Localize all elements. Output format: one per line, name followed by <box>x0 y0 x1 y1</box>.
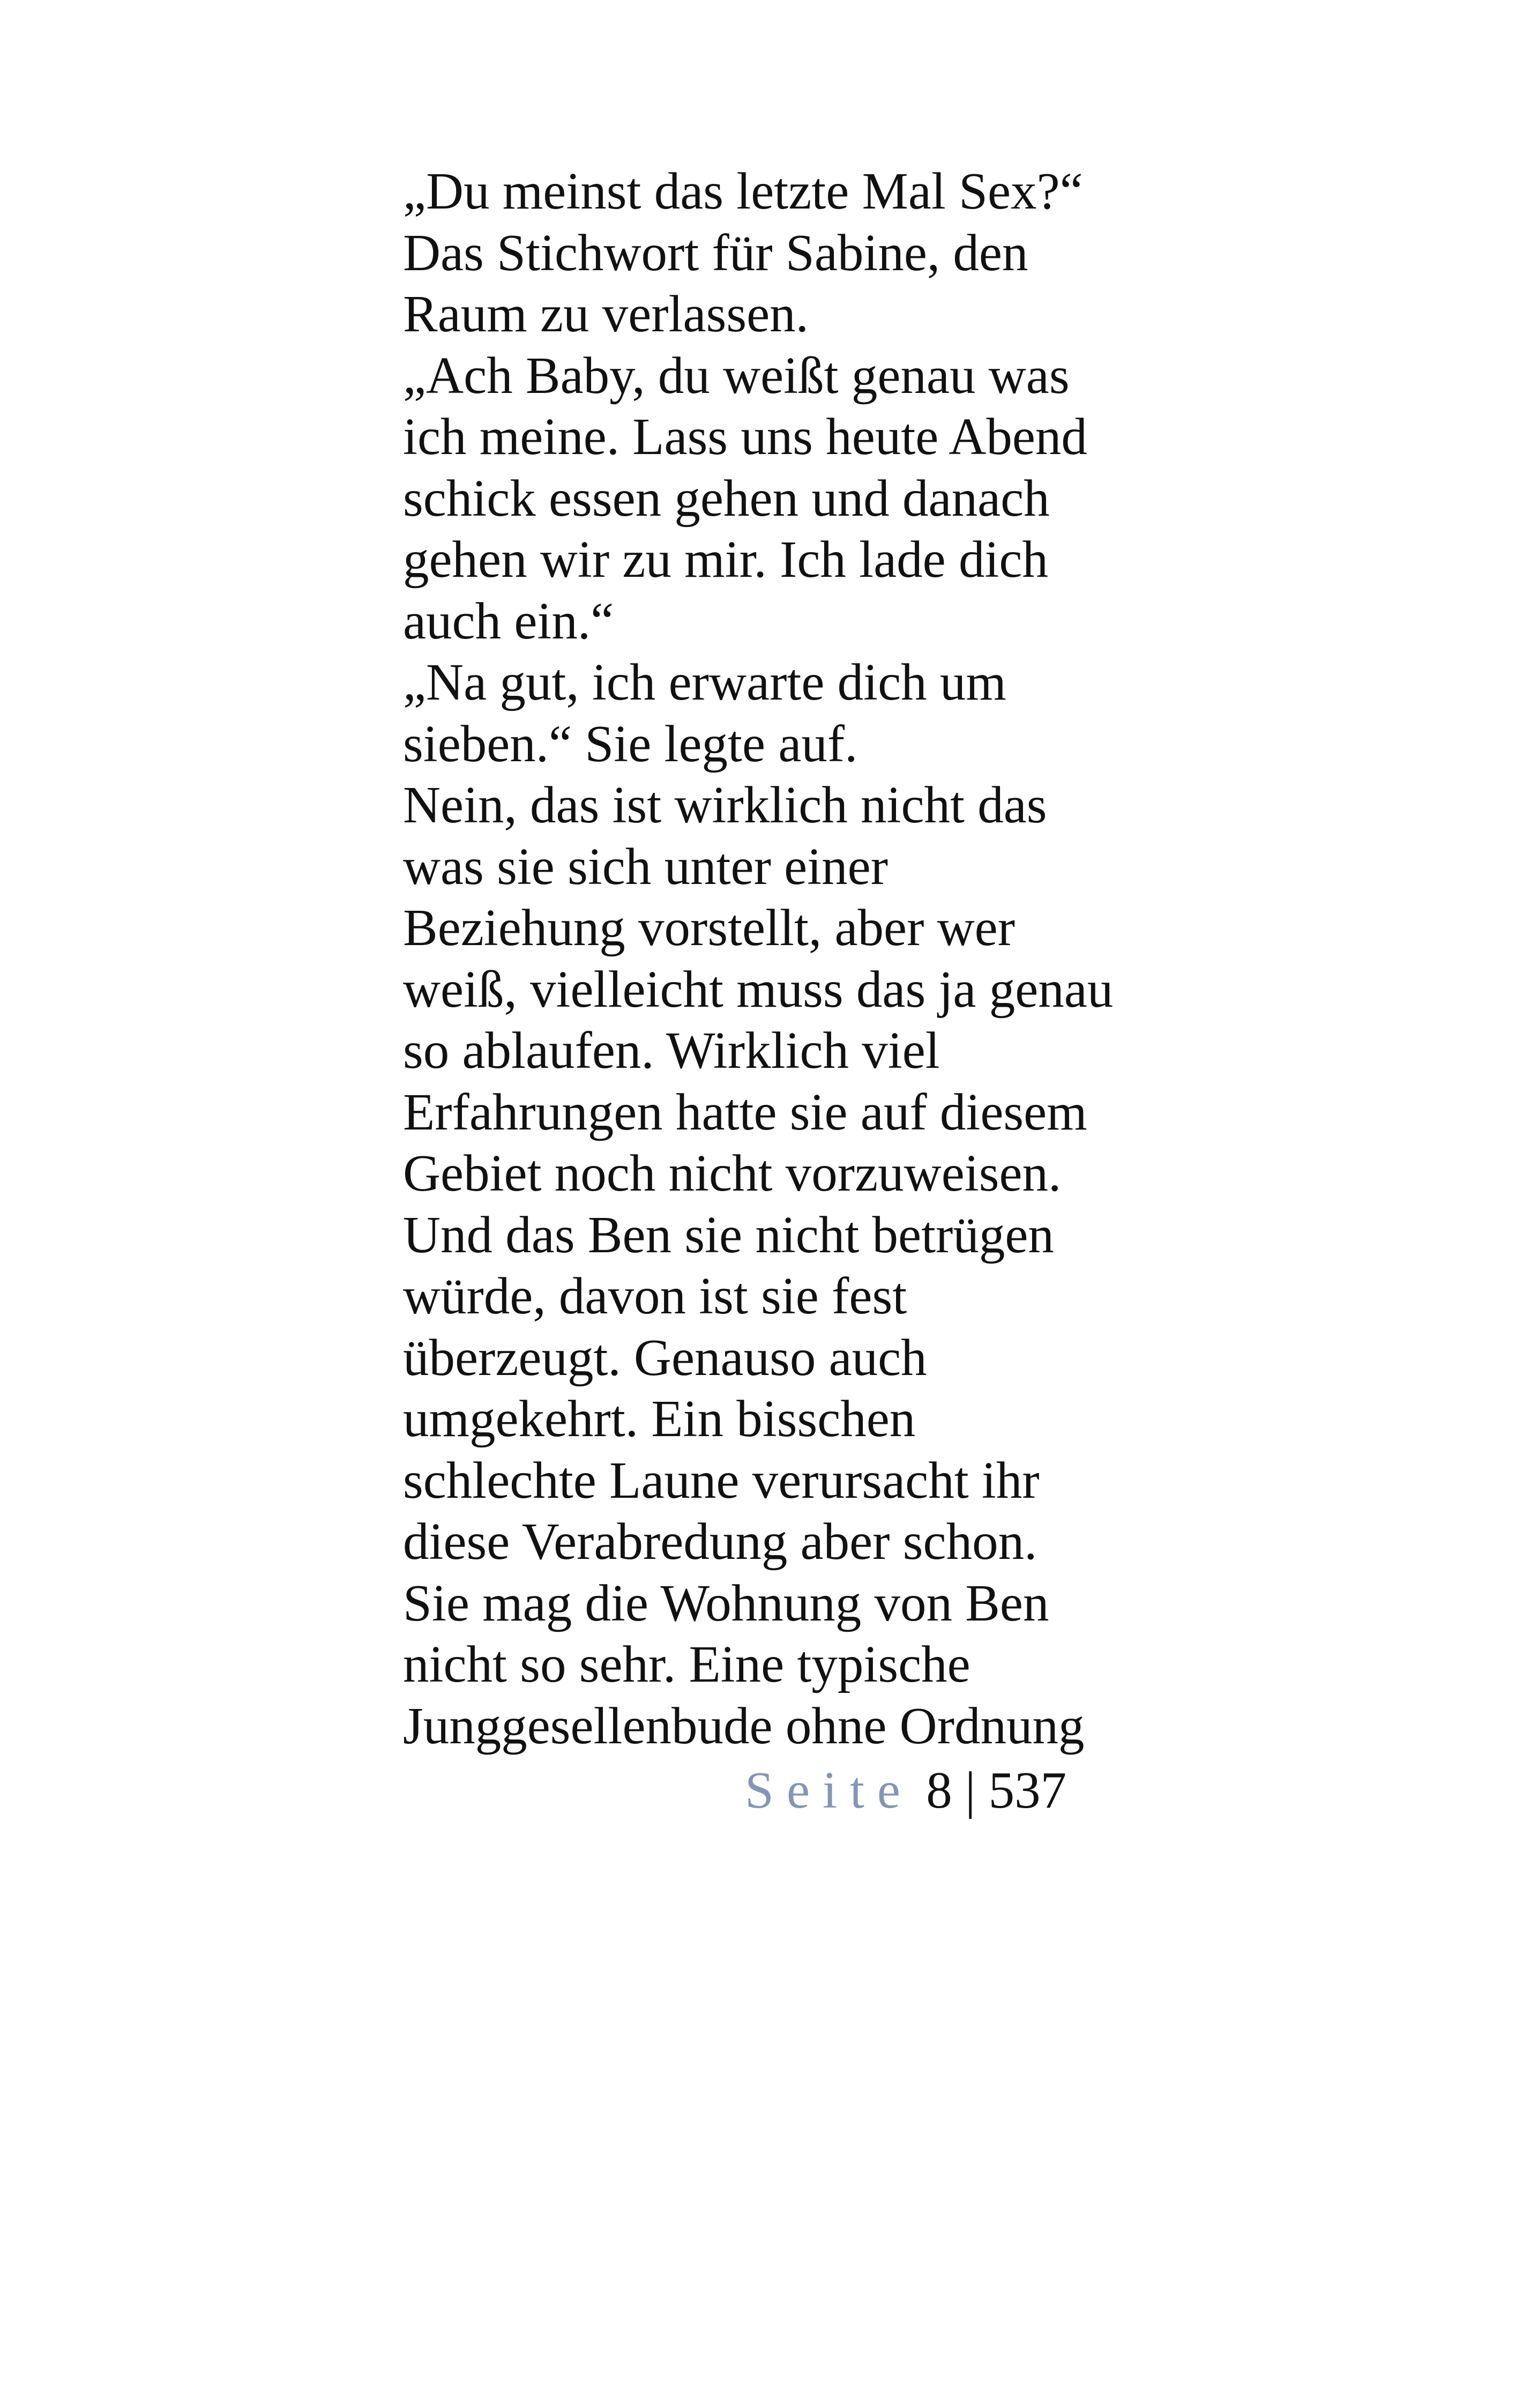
body-text <box>403 161 1207 1757</box>
page-label: Seite <box>745 1762 913 1819</box>
text-line: „Du meinst das letzte Mal Sex?“ <box>403 162 1083 220</box>
page-number: 8 | 537 <box>926 1762 1067 1819</box>
text-line: was sie sich unter einer <box>403 837 889 895</box>
text-line: Raum zu verlassen. <box>403 285 809 343</box>
text-line: weiß, vielleicht muss das ja genau <box>403 960 1114 1018</box>
text-line: sieben.“ Sie legte auf. <box>403 715 858 772</box>
text-line: Und das Ben sie nicht betrügen <box>403 1206 1054 1264</box>
text-line: Das Stichwort für Sabine, den <box>403 224 1028 281</box>
text-line: schick essen gehen und danach <box>403 469 1050 527</box>
text-line: Gebiet noch nicht vorzuweisen. <box>403 1144 1062 1202</box>
text-line: Junggesellenbude ohne Ordnung <box>403 1697 1085 1755</box>
text-line: diese Verabredung aber schon. <box>403 1513 1037 1570</box>
text-line: Erfahrungen hatte sie auf diesem <box>403 1083 1087 1141</box>
text-line: Nein, das ist wirklich nicht das <box>403 776 1047 834</box>
text-line: „Na gut, ich erwarte dich um <box>403 653 1006 711</box>
text-line: umgekehrt. Ein bisschen <box>403 1390 916 1447</box>
text-line: so ablaufen. Wirklich viel <box>403 1022 940 1079</box>
text-line: gehen wir zu mir. Ich lade dich <box>403 531 1048 588</box>
text-line: würde, davon ist sie fest <box>403 1267 907 1325</box>
text-line: ich meine. Lass uns heute Abend <box>403 408 1087 465</box>
page-footer <box>745 1760 1066 1821</box>
text-line: auch ein.“ <box>403 592 614 650</box>
text-line: schlechte Laune verursacht ihr <box>403 1451 1040 1509</box>
text-line: „Ach Baby, du weißt genau was <box>403 346 1070 404</box>
text-line: nicht so sehr. Eine typische <box>403 1636 970 1693</box>
text-line: überzeugt. Genauso auch <box>403 1328 927 1386</box>
text-line: Sie mag die Wohnung von Ben <box>403 1574 1049 1632</box>
text-line: Beziehung vorstellt, aber wer <box>403 899 1016 956</box>
